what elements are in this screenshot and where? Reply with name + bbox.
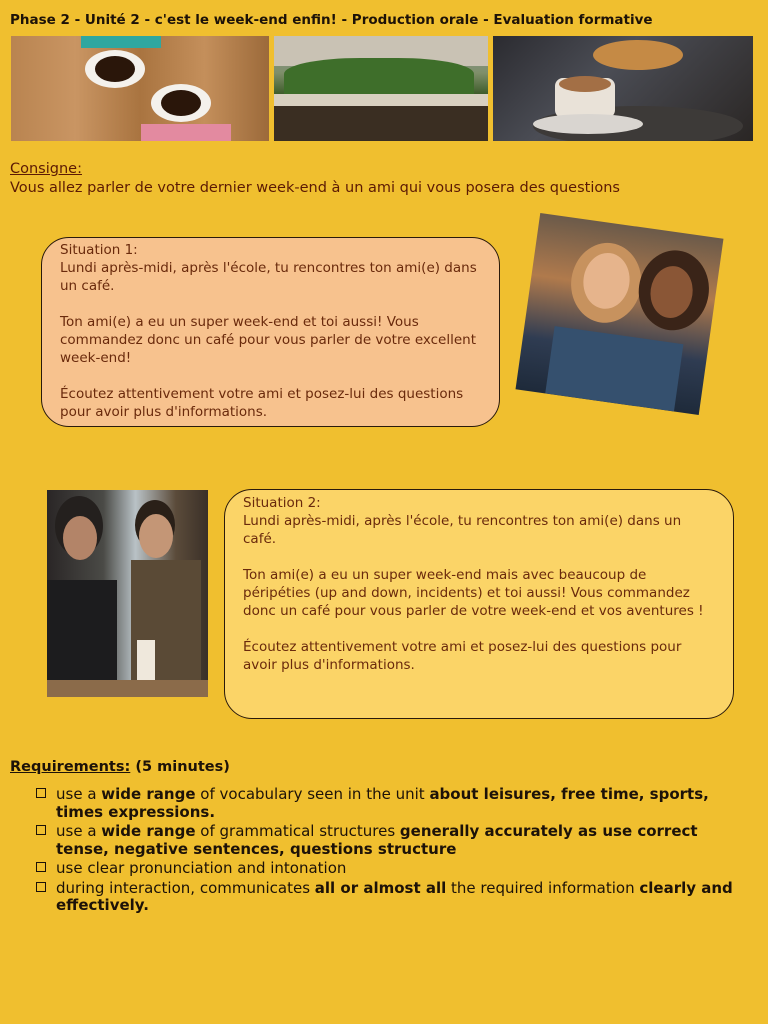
situation-1-line-2: Ton ami(e) a eu un super week-end et toi aussi! Vous commandez donc un café pour vous parler de votre excellent week-end! — [60, 314, 477, 366]
two-men-talking-photo — [47, 490, 208, 697]
two-friends-phone-photo — [516, 213, 724, 415]
requirement-text: use a — [56, 785, 102, 803]
page-title: Phase 2 - Unité 2 - c'est le week-end enfin! - Production orale - Evaluation formative — [10, 12, 653, 28]
requirement-item — [34, 786, 734, 821]
requirement-item — [34, 860, 734, 878]
checkbox-icon — [36, 882, 46, 892]
cappuccino-croissants-photo — [493, 36, 753, 141]
requirement-text: all or almost all — [314, 878, 447, 897]
requirement-text: about leisures, free time, sports, times expressions. — [56, 785, 709, 821]
requirement-text: wide range — [101, 785, 196, 803]
situation-1-heading: Situation 1: — [60, 242, 138, 258]
requirement-text: of grammatical structures — [195, 822, 400, 840]
requirement-text: clearly and effectively. — [56, 878, 733, 914]
situation-2-line-3: Écoutez attentivement votre ami et posez-lui des questions pour avoir plus d'informations. — [243, 639, 682, 673]
checkbox-icon — [36, 788, 46, 798]
requirement-text: use a — [56, 822, 102, 840]
requirement-text: use clear pronunciation and intonation — [56, 859, 347, 877]
situation-2-box — [224, 489, 734, 719]
situation-2-line-1: Lundi après-midi, après l'école, tu rencontres ton ami(e) dans un café. — [243, 513, 682, 547]
situation-1-line-3: Écoutez attentivement votre ami et posez-lui des questions pour avoir plus d'informations. — [60, 386, 464, 420]
requirements-heading — [10, 759, 230, 775]
situation-1-box — [41, 237, 500, 427]
checkbox-icon — [36, 862, 46, 872]
situation-2-line-2: Ton ami(e) a eu un super week-end mais avec beaucoup de péripéties (up and down, incidents) et toi aussi! Vous commandez donc un café pour vous parler de votre week-end et vos aventures ! — [243, 567, 704, 619]
requirement-text: wide range — [101, 822, 196, 840]
requirement-item — [34, 823, 734, 858]
parisian-cafe-photo — [274, 36, 488, 141]
consigne-text: Vous allez parler de votre dernier week-end à un ami qui vous posera des questions — [10, 180, 620, 196]
situation-2-heading: Situation 2: — [243, 495, 321, 511]
coffee-cups-photo — [11, 36, 269, 141]
requirements-label: Requirements: — [10, 759, 131, 775]
requirements-list — [34, 786, 734, 917]
checkbox-icon — [36, 825, 46, 835]
requirement-text: generally accurately as use correct tense, negative sentences, questions structure — [56, 822, 698, 858]
requirement-text: the required information — [446, 878, 640, 897]
requirements-duration: (5 minutes) — [135, 759, 230, 775]
consigne-heading: Consigne: — [10, 161, 82, 177]
situation-1-line-1: Lundi après-midi, après l'école, tu rencontres ton ami(e) dans un café. — [60, 260, 477, 294]
requirement-text: during interaction, communicates — [56, 878, 315, 897]
requirement-item — [34, 880, 734, 915]
requirement-text: of vocabulary seen in the unit — [195, 785, 430, 803]
